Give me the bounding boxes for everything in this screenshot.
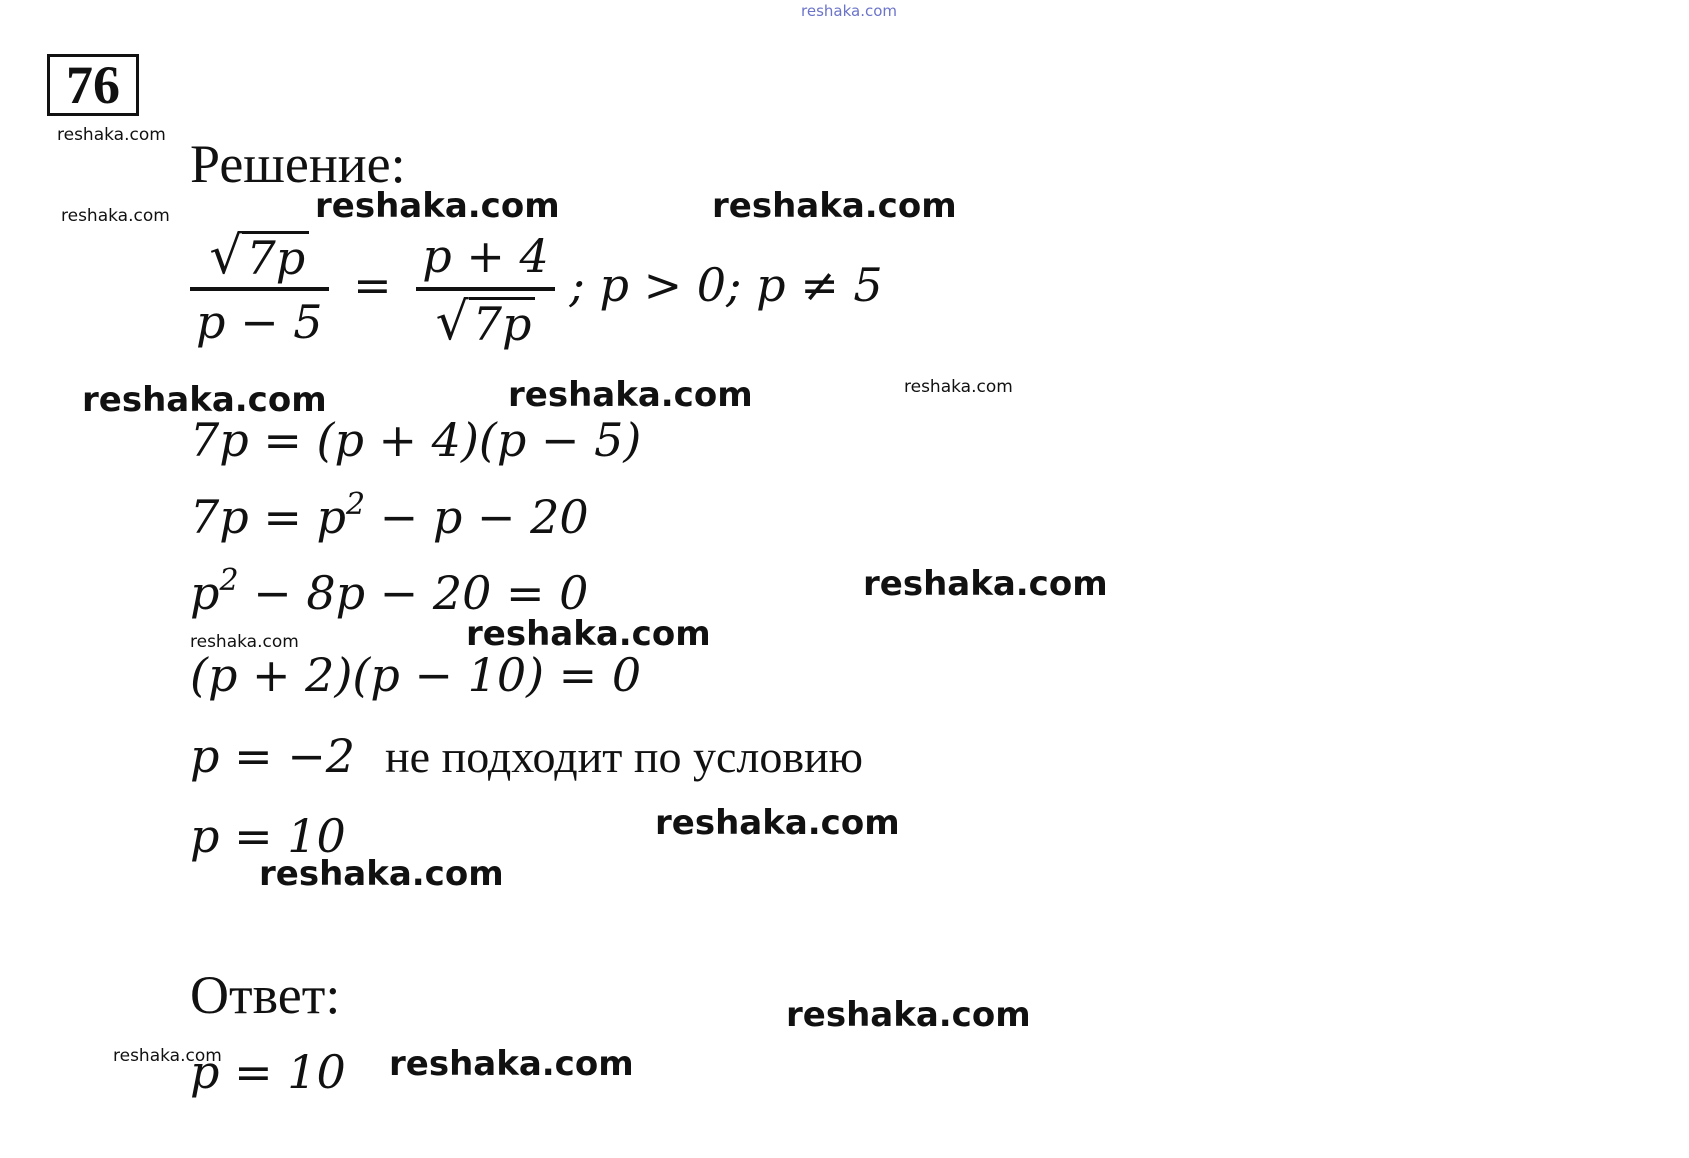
lhs-denominator: p − 5 [196, 295, 323, 349]
domain-conditions: ; p > 0; p ≠ 5 [569, 258, 883, 312]
sqrt-symbol: √ 7p [209, 230, 309, 282]
answer-value: p = 10 [190, 1045, 346, 1099]
watermark: reshaka.com [57, 125, 166, 145]
watermark: reshaka.com [786, 995, 1031, 1035]
watermark: reshaka.com [863, 564, 1108, 604]
step-expand: 7p = (p + 4)(p − 5) [190, 413, 642, 467]
main-equation [190, 225, 883, 353]
problem-number: 76 [66, 55, 120, 115]
sqrt-symbol: √ 7p [436, 296, 536, 348]
lhs-numerator [203, 225, 315, 287]
problem-number-box [47, 54, 139, 116]
watermark: reshaka.com [190, 632, 299, 652]
watermark: reshaka.com [466, 614, 711, 654]
watermark-top: reshaka.com [801, 2, 897, 20]
step-factored: (p + 2)(p − 10) = 0 [190, 648, 642, 702]
step-root-accepted: p = 10 [190, 809, 346, 863]
rhs-numerator: p + 4 [422, 229, 549, 283]
step-quadratic: $p^2 - 8p - 20 = 0$ [190, 563, 589, 620]
rejection-remark: не подходит по условию [385, 731, 864, 782]
lhs-fraction [190, 225, 329, 353]
watermark: reshaka.com [61, 206, 170, 226]
watermark: reshaka.com [508, 375, 753, 415]
answer-heading: Ответ: [190, 965, 341, 1025]
rhs-denominator [430, 291, 542, 353]
watermark: reshaka.com [712, 186, 957, 226]
watermark: reshaka.com [389, 1044, 634, 1084]
watermark: reshaka.com [113, 1046, 222, 1066]
watermark: reshaka.com [82, 380, 327, 420]
rhs-fraction [416, 225, 555, 353]
watermark: reshaka.com [904, 377, 1013, 397]
step-root-rejected: p = −2 не подходит по условию [190, 729, 864, 783]
equals-sign: = [353, 258, 392, 312]
solution-heading: Решение: [190, 134, 406, 194]
step-multiply: $7p = p^2 - p - 20$ [190, 487, 589, 544]
watermark: reshaka.com [259, 854, 504, 894]
watermark: reshaka.com [655, 803, 900, 843]
watermark: reshaka.com [315, 186, 560, 226]
